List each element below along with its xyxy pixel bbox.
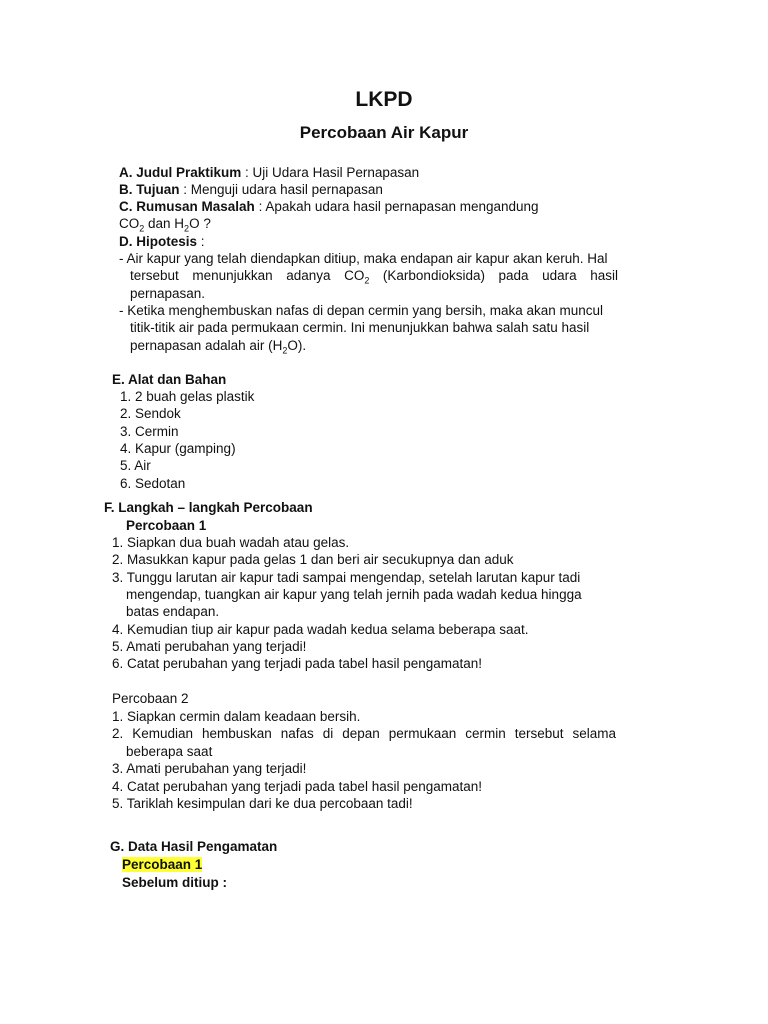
step-item: 2. Kemudian hembuskan nafas di depan permukaan cermin tersebut selama: [112, 726, 616, 741]
section-c-value: : Apakah udara hasil pernapasan mengandung: [258, 199, 539, 214]
section-a-value: : Uji Udara Hasil Pernapasan: [245, 165, 420, 180]
hypothesis-1-line3: pernapasan.: [130, 286, 206, 301]
section-d-colon: :: [197, 234, 205, 249]
section-a-label: A. Judul Praktikum: [119, 165, 242, 180]
section-b-value: : Menguji udara hasil pernapasan: [183, 182, 383, 197]
hypothesis-2-line1: - Ketika menghembuskan nafas di depan cermin yang bersih, maka akan muncul: [119, 303, 604, 318]
hypothesis-2-line2: titik-titik air pada permukaan cermin. Ini menunjukkan bahwa salah satu hasil: [130, 320, 590, 335]
h1-subscript: 2: [364, 275, 370, 286]
c-line2-part-a: CO: [119, 216, 140, 231]
step-item: 2. Masukkan kapur pada gelas 1 dan beri air secukupnya dan aduk: [112, 552, 514, 567]
h1-line2-part-b: (Karbondioksida) pada udara hasil: [369, 268, 618, 283]
h2-line3-part-a: pernapasan adalah air (H: [130, 338, 283, 353]
c-line2-part-c: O ?: [189, 216, 211, 231]
h2-line3-part-b: O).: [287, 338, 307, 353]
step-item: 6. Catat perubahan yang terjadi pada tabel hasil pengamatan!: [112, 656, 483, 671]
section-b-label: B. Tujuan: [119, 182, 180, 197]
step-item: 1. Siapkan cermin dalam keadaan bersih.: [112, 709, 361, 724]
c-subscript-2: 2: [184, 223, 190, 234]
section-g-heading: G. Data Hasil Pengamatan: [110, 839, 278, 854]
step-item-continued: batas endapan.: [126, 604, 220, 619]
hypothesis-1-line1: - Air kapur yang telah diendapkan ditiup, maka endapan air kapur akan keruh. Hal: [119, 251, 608, 266]
section-c-label: C. Rumusan Masalah: [119, 199, 255, 214]
tool-item: 3. Cermin: [120, 424, 179, 439]
hypothesis-1-line2: [130, 267, 618, 284]
section-c: [119, 198, 539, 215]
step-item: 5. Tariklah kesimpulan dari ke dua percobaan tadi!: [112, 796, 413, 811]
tool-item: 4. Kapur (gamping): [120, 441, 236, 456]
tool-item: 1. 2 buah gelas plastik: [120, 389, 255, 404]
percobaan-2-title: Percobaan 2: [112, 691, 189, 706]
section-e-heading: E. Alat dan Bahan: [112, 372, 227, 387]
h2-subscript: 2: [282, 345, 288, 356]
c-subscript-1: 2: [139, 223, 145, 234]
section-a: [119, 164, 419, 181]
step-item: 3. Tunggu larutan air kapur tadi sampai mengendap, setelah larutan kapur tadi: [112, 570, 581, 585]
tool-item: 2. Sendok: [120, 406, 181, 421]
h1-line2-part-a: tersebut menunjukkan adanya CO: [130, 268, 365, 283]
step-item-continued: beberapa saat: [126, 744, 213, 759]
document-title: LKPD: [355, 88, 413, 111]
observation-sebelum: Sebelum ditiup :: [122, 875, 228, 890]
observation-percobaan-1: [122, 856, 202, 873]
step-item-continued: mengendap, tuangkan air kapur yang telah jernih pada wadah kedua hingga: [126, 587, 582, 602]
section-d-label: D. Hipotesis: [119, 234, 198, 249]
step-item: 4. Kemudian tiup air kapur pada wadah kedua selama beberapa saat.: [112, 622, 529, 637]
step-item: 5. Amati perubahan yang terjadi!: [112, 639, 307, 654]
tool-item: 6. Sedotan: [120, 476, 186, 491]
section-f-heading: F. Langkah – langkah Percobaan: [104, 500, 313, 515]
step-item: 3. Amati perubahan yang terjadi!: [112, 761, 307, 776]
percobaan-1-title: Percobaan 1: [126, 518, 207, 533]
section-b: [119, 181, 383, 198]
hypothesis-2-line3: [130, 337, 306, 354]
c-line2-part-b: dan H: [144, 216, 185, 231]
highlighted-percobaan-1: Percobaan 1: [122, 857, 203, 872]
tool-item: 5. Air: [120, 458, 151, 473]
document-subtitle: Percobaan Air Kapur: [299, 123, 469, 142]
section-d: [119, 233, 205, 250]
step-item: 4. Catat perubahan yang terjadi pada tabel hasil pengamatan!: [112, 779, 483, 794]
step-item: 1. Siapkan dua buah wadah atau gelas.: [112, 535, 350, 550]
section-c-line2: [119, 215, 211, 232]
